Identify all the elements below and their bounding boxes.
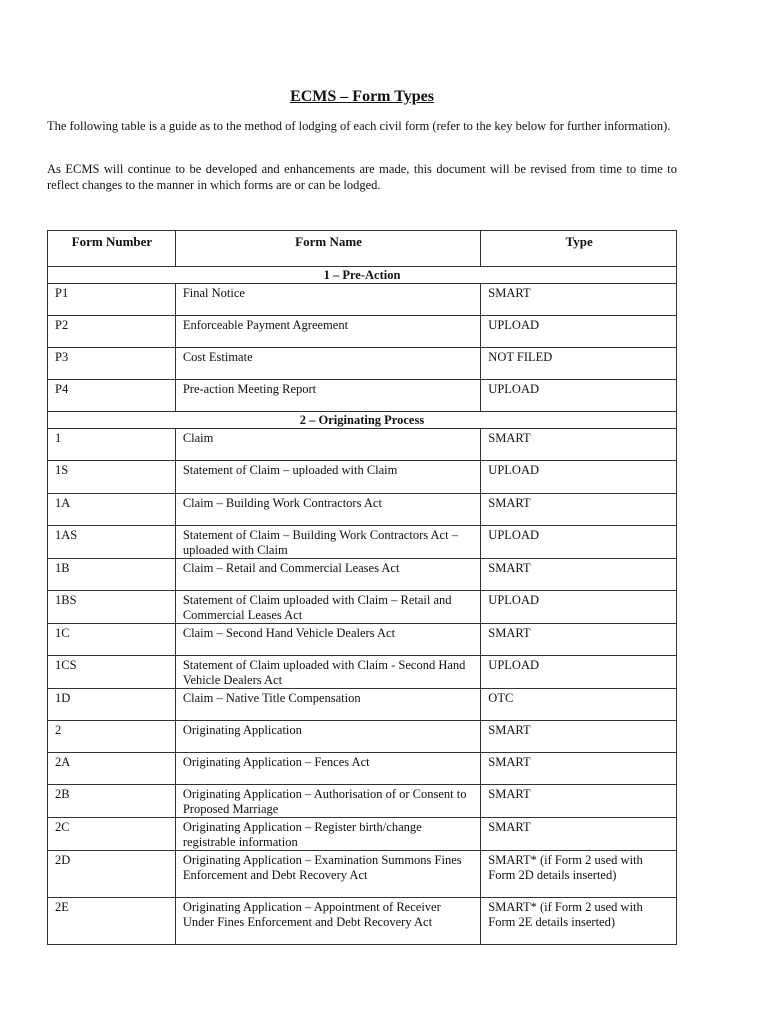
form-name-cell: Originating Application – Examination Summons Fines Enforcement and Debt Recovery Act bbox=[175, 851, 480, 898]
table-row bbox=[48, 721, 677, 753]
form-type-cell: SMART bbox=[481, 753, 677, 785]
form-name-cell: Cost Estimate bbox=[175, 348, 480, 380]
form-type-cell: SMART bbox=[481, 624, 677, 656]
form-type-cell: UPLOAD bbox=[481, 316, 677, 348]
table-row bbox=[48, 689, 677, 721]
form-type-cell: SMART bbox=[481, 559, 677, 591]
form-name-cell: Final Notice bbox=[175, 284, 480, 316]
form-number-cell: 1A bbox=[48, 494, 176, 526]
table-header-row bbox=[48, 231, 677, 267]
form-number-cell: P4 bbox=[48, 380, 176, 412]
section-header-originating-process bbox=[48, 412, 677, 429]
form-number-cell: 2C bbox=[48, 818, 176, 851]
header-form-number: Form Number bbox=[48, 231, 176, 267]
form-type-cell: SMART bbox=[481, 721, 677, 753]
form-name-cell: Originating Application – Register birth/change registrable information bbox=[175, 818, 480, 851]
form-name-cell: Enforceable Payment Agreement bbox=[175, 316, 480, 348]
table-row bbox=[48, 656, 677, 689]
form-number-cell: 2E bbox=[48, 898, 176, 945]
form-type-cell: UPLOAD bbox=[481, 526, 677, 559]
table-row bbox=[48, 284, 677, 316]
intro-paragraph: The following table is a guide as to the method of lodging of each civil form (refer to the key below for further information). bbox=[47, 119, 671, 133]
form-type-cell: OTC bbox=[481, 689, 677, 721]
table-row bbox=[48, 348, 677, 380]
form-name-cell: Pre-action Meeting Report bbox=[175, 380, 480, 412]
form-number-cell: 2D bbox=[48, 851, 176, 898]
form-type-cell: SMART* (if Form 2 used with Form 2D details inserted) bbox=[481, 851, 677, 898]
form-number-cell: P3 bbox=[48, 348, 176, 380]
form-number-cell: 1S bbox=[48, 461, 176, 494]
table-row bbox=[48, 753, 677, 785]
form-name-cell: Originating Application – Appointment of Receiver Under Fines Enforcement and Debt Recovery Act bbox=[175, 898, 480, 945]
form-number-cell: 2B bbox=[48, 785, 176, 818]
form-type-cell: NOT FILED bbox=[481, 348, 677, 380]
table-row bbox=[48, 785, 677, 818]
header-type: Type bbox=[481, 231, 677, 267]
table-row bbox=[48, 559, 677, 591]
form-name-cell: Statement of Claim uploaded with Claim – Retail and Commercial Leases Act bbox=[175, 591, 480, 624]
form-type-cell: SMART* (if Form 2 used with Form 2E details inserted) bbox=[481, 898, 677, 945]
table-row bbox=[48, 526, 677, 559]
section-title: 2 – Originating Process bbox=[48, 412, 677, 429]
form-name-cell: Originating Application – Authorisation of or Consent to Proposed Marriage bbox=[175, 785, 480, 818]
form-number-cell: 1C bbox=[48, 624, 176, 656]
table-row bbox=[48, 461, 677, 494]
form-name-cell: Statement of Claim – uploaded with Claim bbox=[175, 461, 480, 494]
form-number-cell: 1CS bbox=[48, 656, 176, 689]
form-number-cell: 1 bbox=[48, 429, 176, 461]
form-type-cell: UPLOAD bbox=[481, 656, 677, 689]
form-number-cell: P1 bbox=[48, 284, 176, 316]
table-row bbox=[48, 818, 677, 851]
section-title: 1 – Pre-Action bbox=[48, 267, 677, 284]
table-row bbox=[48, 494, 677, 526]
section-header-pre-action bbox=[48, 267, 677, 284]
form-type-cell: SMART bbox=[481, 429, 677, 461]
form-type-cell: SMART bbox=[481, 284, 677, 316]
table-row bbox=[48, 316, 677, 348]
form-name-cell: Claim bbox=[175, 429, 480, 461]
table-row bbox=[48, 380, 677, 412]
header-form-name: Form Name bbox=[175, 231, 480, 267]
form-name-cell: Claim – Building Work Contractors Act bbox=[175, 494, 480, 526]
form-type-cell: UPLOAD bbox=[481, 380, 677, 412]
table-row bbox=[48, 591, 677, 624]
form-name-cell: Claim – Native Title Compensation bbox=[175, 689, 480, 721]
table-row bbox=[48, 851, 677, 898]
form-number-cell: 1AS bbox=[48, 526, 176, 559]
form-number-cell: 2A bbox=[48, 753, 176, 785]
form-types-table bbox=[47, 230, 677, 945]
form-number-cell: 1BS bbox=[48, 591, 176, 624]
table-row bbox=[48, 624, 677, 656]
page-title: ECMS – Form Types bbox=[290, 88, 434, 105]
form-type-cell: UPLOAD bbox=[481, 591, 677, 624]
form-number-cell: P2 bbox=[48, 316, 176, 348]
form-type-cell: SMART bbox=[481, 785, 677, 818]
form-type-cell: SMART bbox=[481, 818, 677, 851]
form-number-cell: 1D bbox=[48, 689, 176, 721]
form-name-cell: Claim – Retail and Commercial Leases Act bbox=[175, 559, 480, 591]
form-number-cell: 1B bbox=[48, 559, 176, 591]
table-row bbox=[48, 429, 677, 461]
form-name-cell: Statement of Claim uploaded with Claim - Second Hand Vehicle Dealers Act bbox=[175, 656, 480, 689]
form-name-cell: Statement of Claim – Building Work Contractors Act – uploaded with Claim bbox=[175, 526, 480, 559]
form-name-cell: Originating Application – Fences Act bbox=[175, 753, 480, 785]
table-row bbox=[48, 898, 677, 945]
form-type-cell: UPLOAD bbox=[481, 461, 677, 494]
form-name-cell: Claim – Second Hand Vehicle Dealers Act bbox=[175, 624, 480, 656]
form-name-cell: Originating Application bbox=[175, 721, 480, 753]
form-number-cell: 2 bbox=[48, 721, 176, 753]
revision-paragraph: As ECMS will continue to be developed and enhancements are made, this document will be revised from time to time to reflect changes to the manner in which forms are or can be lodged. bbox=[47, 162, 677, 192]
form-type-cell: SMART bbox=[481, 494, 677, 526]
